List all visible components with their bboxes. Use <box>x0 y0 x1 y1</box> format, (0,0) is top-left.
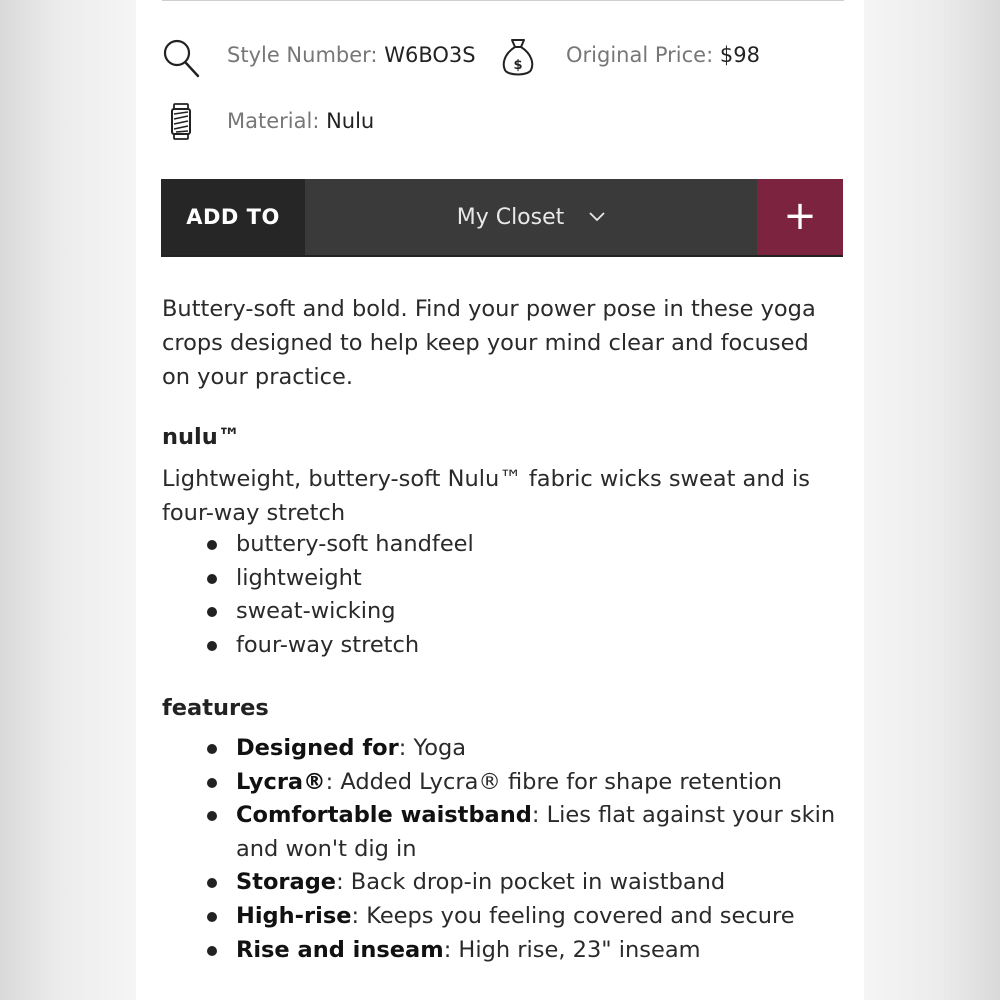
bullet-icon <box>207 811 217 821</box>
bullet-icon <box>207 778 217 788</box>
chevron-down-icon <box>589 179 605 255</box>
product-description: Buttery-soft and bold. Find your power pose in these yoga crops designed to help keep your mind clear and focused on your practice. <box>162 296 816 390</box>
features-list <box>162 732 842 967</box>
material-value: Nulu <box>326 109 375 133</box>
material-label: Material: <box>227 109 320 133</box>
bullet-icon <box>207 607 217 617</box>
nulu-description: Lightweight, buttery-soft Nulu™ fabric wicks sweat and is four-way stretch <box>162 466 811 526</box>
add-to-label: ADD TO <box>161 179 305 255</box>
features-heading: features <box>162 695 269 721</box>
svg-text:$: $ <box>513 58 523 73</box>
list-item: Rise and inseam: High rise, 23" inseam <box>162 934 842 968</box>
original-price <box>566 43 760 67</box>
list-item: buttery-soft handfeel <box>162 528 842 562</box>
list-item: High-rise: Keeps you feeling covered and secure <box>162 900 842 934</box>
list-item: Lycra®: Added Lycra® fibre for shape retention <box>162 766 842 800</box>
style-number-label: Style Number: <box>227 43 378 67</box>
add-to-closet-bar <box>161 179 843 257</box>
closet-select[interactable] <box>305 179 757 255</box>
style-number <box>227 43 476 67</box>
search-icon <box>162 38 200 82</box>
list-item: lightweight <box>162 562 842 596</box>
nulu-heading: nulu™ <box>162 424 241 450</box>
closet-select-value: My Closet <box>456 205 565 230</box>
style-number-value: W6BO3S <box>384 43 476 67</box>
money-bag-icon <box>500 36 536 82</box>
fabric-tag-icon <box>169 102 193 146</box>
original-price-label: Original Price: <box>566 43 714 67</box>
list-item: Designed for: Yoga <box>162 732 842 766</box>
bullet-icon <box>207 878 217 888</box>
bullet-icon <box>207 912 217 922</box>
plus-icon: + <box>783 193 817 239</box>
bullet-icon <box>207 540 217 550</box>
bullet-icon <box>207 946 217 956</box>
product-details-card <box>136 0 864 1000</box>
add-to-closet-button[interactable] <box>757 179 843 255</box>
divider <box>162 0 844 1</box>
list-item: four-way stretch <box>162 629 842 663</box>
bullet-icon <box>207 744 217 754</box>
list-item: Comfortable waistband: Lies flat against your skin and won't dig in <box>162 799 842 866</box>
bullet-icon <box>207 641 217 651</box>
nulu-bullet-list <box>162 528 842 662</box>
material <box>227 109 374 133</box>
list-item: Storage: Back drop-in pocket in waistband <box>162 866 842 900</box>
bullet-icon <box>207 574 217 584</box>
original-price-value: $98 <box>719 43 760 67</box>
list-item: sweat-wicking <box>162 595 842 629</box>
